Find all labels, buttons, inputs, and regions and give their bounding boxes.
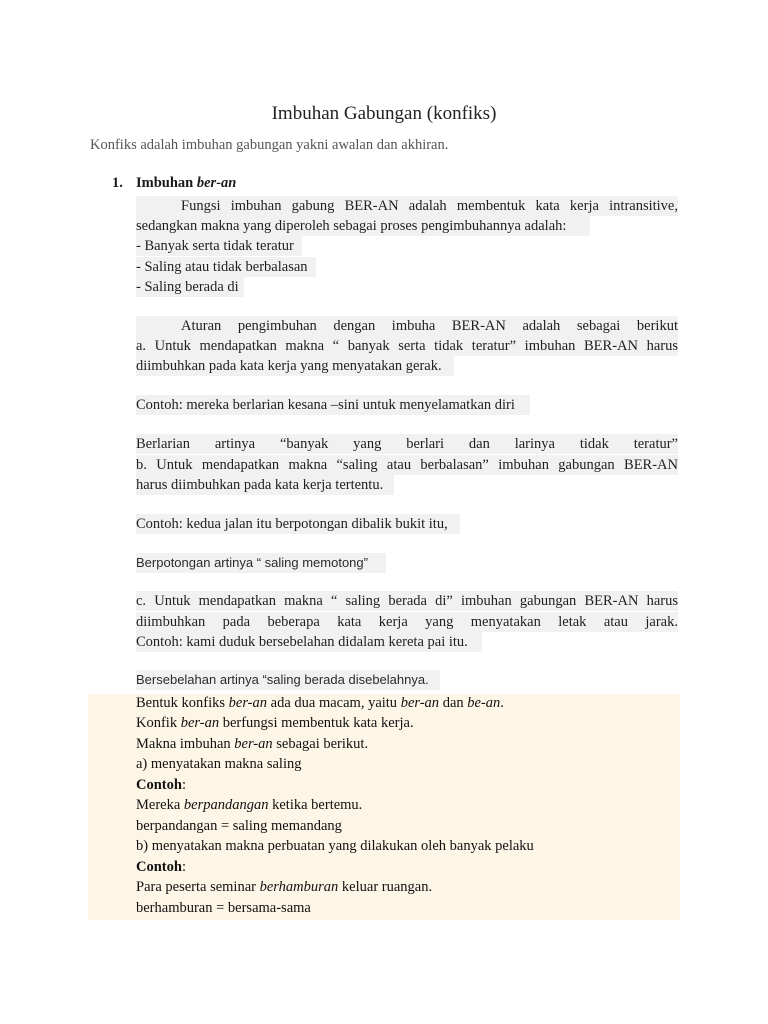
section-affix: ber-an (196, 175, 237, 191)
box-line-6: Mereka berpandangan ketika bertemu. (136, 797, 363, 813)
box-line-5: Contoh: (136, 777, 186, 793)
box-line-11: berhamburan = bersama-sama (136, 900, 311, 916)
p2-line3: diimbuhkan pada kata kerja yang menyatakan gerak. (136, 356, 454, 376)
box-line-3: Makna imbuhan ber-an sebagai berikut. (136, 736, 369, 752)
box-line-1: Bentuk konfiks ber-an ada dua macam, yaitu ber-an dan be-an. (136, 695, 504, 711)
box-line-2: Konfik ber-an berfungsi membentuk kata kerja. (136, 715, 414, 731)
meaning-3: Bersebelahan artinya “saling berada disebelahnya. (136, 670, 440, 690)
section-number: 1. (112, 175, 123, 191)
p1-item-3: - Saling berada di (136, 277, 244, 297)
box-line-10: Para peserta seminar berhamburan keluar ruangan. (136, 879, 433, 895)
meaning-2: Berpotongan artinya “ saling memotong” (136, 553, 386, 573)
p1-item-1: - Banyak serta tidak teratur (136, 236, 302, 256)
p1-item-2: - Saling atau tidak berbalasan (136, 257, 316, 277)
box-line-9: Contoh: (136, 859, 186, 875)
p2-line2: a. Untuk mendapatkan makna “ banyak serta tidak teratur” imbuhan BER-AN harus (136, 338, 678, 354)
p3-line3: harus diimbuhkan pada kata kerja tertentu. (136, 475, 394, 495)
p3-line1: Berlarian artinya “banyak yang berlari dan larinya tidak teratur” (136, 436, 678, 452)
p3-line2: b. Untuk mendapatkan makna “saling atau berbalasan” imbuhan gabungan BER-AN (136, 457, 678, 473)
section-label: Imbuhan (136, 175, 197, 191)
page-title: Imbuhan Gabungan (konfiks) (271, 103, 497, 124)
section-heading (112, 175, 236, 192)
box-line-4: a) menyatakan makna saling (136, 756, 302, 772)
box-line-8: b) menyatakan makna perbuatan yang dilakukan oleh banyak pelaku (136, 838, 534, 854)
intro-text: Konfiks adalah imbuhan gabungan yakni awalan dan akhiran. (90, 137, 449, 153)
p4-line2: diimbuhkan pada beberapa kata kerja yang menyatakan letak atau jarak. (136, 614, 678, 630)
p4-line1: c. Untuk mendapatkan makna “ saling berada di” imbuhan gabungan BER-AN harus (136, 593, 678, 609)
p4-line3: Contoh: kami duduk bersebelahan didalam kereta pai itu. (136, 632, 482, 652)
p1-line2: sedangkan makna yang diperoleh sebagai proses pengimbuhannya adalah: (136, 216, 590, 236)
box-line-7: berpandangan = saling memandang (136, 818, 342, 834)
p1-line1: Fungsi imbuhan gabung BER-AN adalah membentuk kata kerja intransitive, (136, 196, 678, 216)
example-1: Contoh: mereka berlarian kesana –sini untuk menyelamatkan diri (136, 395, 530, 415)
example-2: Contoh: kedua jalan itu berpotongan dibalik bukit itu, (136, 514, 460, 534)
p2-line1: Aturan pengimbuhan dengan imbuha BER-AN adalah sebagai berikut (136, 316, 678, 336)
